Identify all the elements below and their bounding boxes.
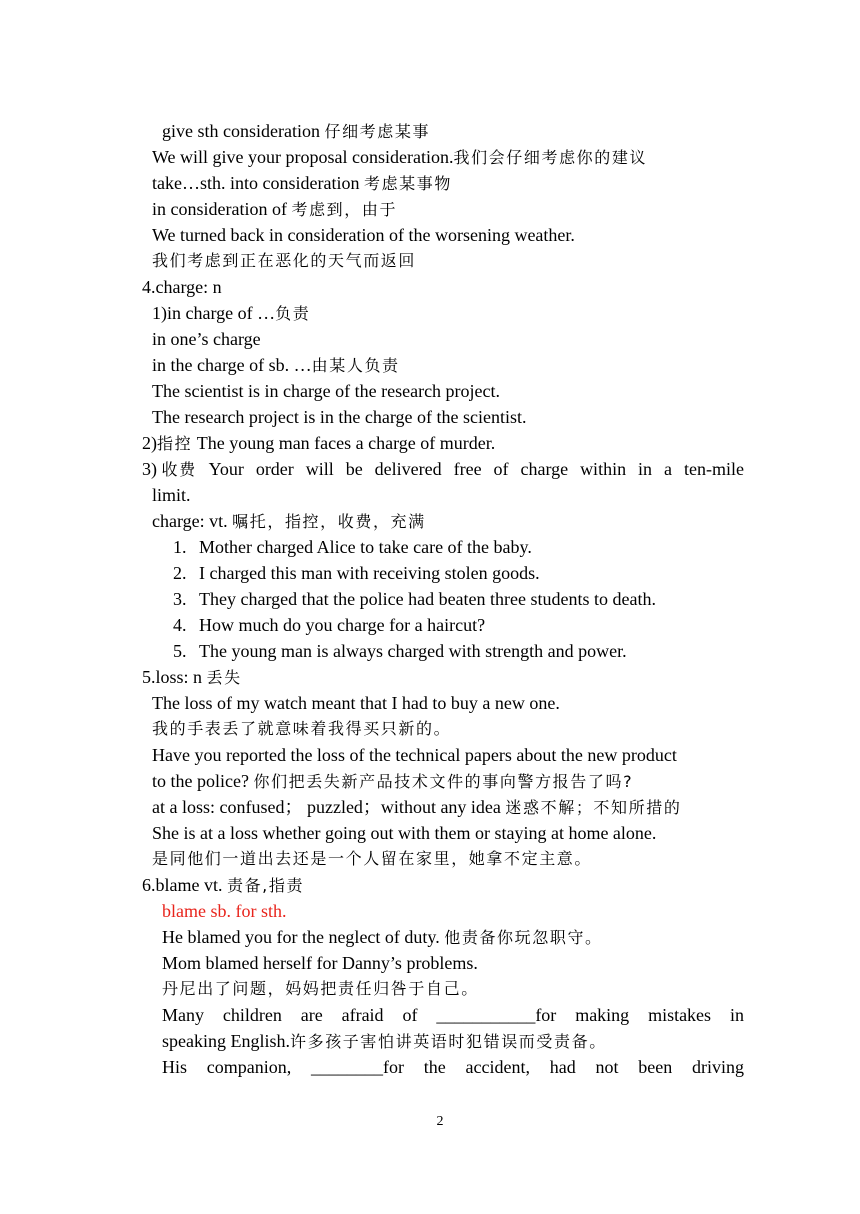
charge-verb-definition: charge: vt. 嘱托，指控，收费，充满 bbox=[152, 511, 426, 531]
charge-meaning-fee: 3) 收费 Your order will be delivered free of charge within in a ten-mile bbox=[142, 459, 744, 479]
list-item: 5. The young man is always charged with strength and power. bbox=[173, 641, 627, 661]
list-item: 1. Mother charged Alice to take care of the baby. bbox=[173, 537, 532, 557]
exercise-blame-children-cont: speaking English.许多孩子害怕讲英语时犯错误而受责备。 bbox=[162, 1031, 607, 1051]
example-loss-en: The loss of my watch meant that I had to buy a new one. bbox=[152, 693, 560, 713]
pattern-blame-sb-for-sth: blame sb. for sth. bbox=[162, 901, 287, 921]
example-in-consideration-cn: 我们考虑到正在恶化的天气而返回 bbox=[152, 251, 417, 270]
phrase-take-into-consideration: take…sth. into consideration 考虑某事物 bbox=[152, 173, 452, 193]
example-blame-herself-en: Mom blamed herself for Danny’s problems. bbox=[162, 953, 478, 973]
phrase-at-a-loss: at a loss: confused； puzzled；without any idea 迷惑不解；不知所措的 bbox=[152, 797, 682, 817]
example-loss-papers: Have you reported the loss of the technical papers about the new product bbox=[152, 745, 677, 765]
example-blame-herself-cn: 丹尼出了问题，妈妈把责任归咎于自己。 bbox=[162, 979, 479, 998]
example-in-consideration-en: We turned back in consideration of the worsening weather. bbox=[152, 225, 575, 245]
example-at-a-loss-cn: 是同他们一道出去还是一个人留在家里，她拿不定主意。 bbox=[152, 849, 593, 868]
exercise-blame-children: Many children are afraid of ___________for making mistakes in bbox=[162, 1005, 744, 1025]
example-loss-cn: 我的手表丢了就意味着我得买只新的。 bbox=[152, 719, 452, 738]
example-at-a-loss-en: She is at a loss whether going out with them or staying at home alone. bbox=[152, 823, 657, 843]
page-number: 2 bbox=[436, 1114, 444, 1129]
example-loss-papers-cont: to the police? 你们把丢失新产品技术文件的事向警方报告了吗? bbox=[152, 771, 634, 791]
phrase-in-charge-of: 1)in charge of …负责 bbox=[152, 303, 311, 323]
charge-meaning-fee-cont: limit. bbox=[152, 485, 191, 505]
phrase-in-ones-charge: in one’s charge bbox=[152, 329, 261, 349]
exercise-blame-companion: His companion, ________for the accident, had not been driving bbox=[162, 1057, 744, 1077]
heading-charge: 4.charge: n bbox=[142, 277, 222, 297]
list-item: 2. I charged this man with receiving stolen goods. bbox=[173, 563, 540, 583]
phrase-give-sth-consideration: give sth consideration 仔细考虑某事 bbox=[162, 121, 431, 141]
phrase-in-consideration-of: in consideration of 考虑到，由于 bbox=[152, 199, 398, 219]
example-give-consideration: We will give your proposal consideration.我们会仔细考虑你的建议 bbox=[152, 147, 648, 167]
heading-loss: 5.loss: n 丢失 bbox=[142, 667, 242, 687]
phrase-in-the-charge-of: in the charge of sb. …由某人负责 bbox=[152, 355, 400, 375]
list-item: 3. They charged that the police had beaten three students to death. bbox=[173, 589, 656, 609]
list-item: 4. How much do you charge for a haircut? bbox=[173, 615, 486, 635]
example-blame-duty: He blamed you for the neglect of duty. 他责备你玩忽职守。 bbox=[162, 927, 603, 947]
heading-blame: 6.blame vt. 责备,指责 bbox=[142, 875, 305, 895]
charge-meaning-accuse: 2)指控 The young man faces a charge of murder. bbox=[142, 433, 496, 453]
example-in-the-charge-of: The research project is in the charge of the scientist. bbox=[152, 407, 527, 427]
example-in-charge-of: The scientist is in charge of the research project. bbox=[152, 381, 501, 401]
